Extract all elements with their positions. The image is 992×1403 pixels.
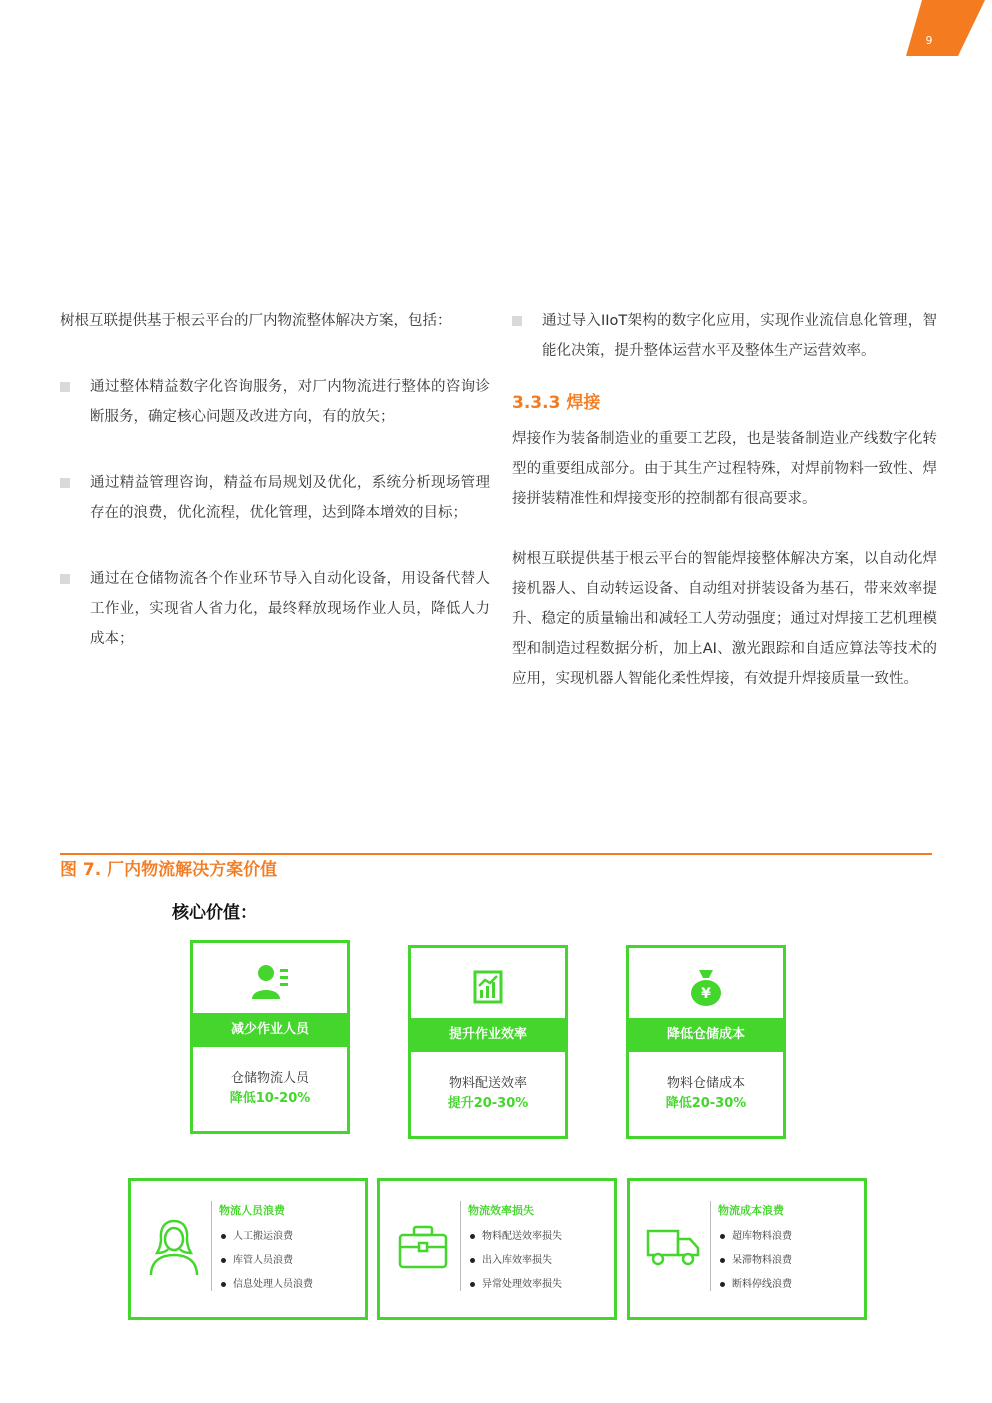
value-card-item: 物料仓储成本 xyxy=(666,1076,745,1091)
waste-card-title: 物流成本浪费 xyxy=(718,1204,784,1217)
list-item: 断料停线浪费 xyxy=(718,1273,792,1297)
money-bag-icon xyxy=(685,966,727,1008)
list-item: 通过整体精益数字化咨询服务，对厂内物流进行整体的咨询诊断服务，确定核心问题及改进方向，有的放矢； xyxy=(60,372,490,432)
woman-avatar-icon xyxy=(145,1215,203,1277)
value-card-value: 降低20-30% xyxy=(665,1096,747,1111)
waste-card-staff xyxy=(128,1178,368,1320)
value-card-value: 提升20-30% xyxy=(447,1096,529,1111)
right-column xyxy=(512,306,937,694)
waste-card-efficiency xyxy=(377,1178,617,1320)
list-item: 呆滞物料浪费 xyxy=(718,1249,792,1273)
list-item: 物料配送效率损失 xyxy=(468,1225,562,1249)
value-card-item: 仓储物流人员 xyxy=(230,1071,309,1086)
body-paragraph: 树根互联提供基于根云平台的智能焊接整体解决方案，以自动化焊接机器人、自动转运设备、自动组对拼装设备为基石，带来效率提升、稳定的质量输出和减轻工人劳动强度；通过对焊接工艺机理模型和制造过程数据分析，加上AI、激光跟踪和自适应算法等技术的应用，实现机器人智能化柔性焊接，有效提升焊接质量一致性。 xyxy=(512,551,937,687)
growth-chart-icon xyxy=(467,966,509,1008)
list-item: 异常处理效率损失 xyxy=(468,1273,562,1297)
core-value-label: 核心价值： xyxy=(172,903,257,923)
person-card-icon xyxy=(249,961,291,1003)
svg-text:¥: ¥ xyxy=(701,986,711,1002)
bullet-square-icon xyxy=(512,316,522,326)
bullet-square-icon xyxy=(60,478,70,488)
list-item: 通过导入IIoT架构的数字化应用，实现作业流信息化管理，智能化决策，提升整体运营水平及整体生产运营效率。 xyxy=(512,306,937,366)
figure-divider xyxy=(60,853,932,855)
bullet-square-icon xyxy=(60,574,70,584)
truck-icon xyxy=(644,1215,702,1277)
page-number: 9 xyxy=(925,34,933,47)
value-card-heading: 降低仓储成本 xyxy=(629,1018,783,1052)
list-item: 信息处理人员浪费 xyxy=(219,1273,313,1297)
list-item: 超库物料浪费 xyxy=(718,1225,792,1249)
intro-paragraph: 树根互联提供基于根云平台的厂内物流整体解决方案，包括： xyxy=(60,313,452,329)
value-card-heading: 提升作业效率 xyxy=(411,1018,565,1052)
value-card-reduce-cost xyxy=(626,945,786,1139)
value-card-improve-efficiency xyxy=(408,945,568,1139)
value-card-heading: 减少作业人员 xyxy=(193,1013,347,1047)
list-item: 出入库效率损失 xyxy=(468,1249,562,1273)
value-card-reduce-staff xyxy=(190,940,350,1134)
value-card-item: 物料配送效率 xyxy=(448,1076,527,1091)
page-number-tab xyxy=(0,0,992,60)
body-paragraph: 焊接作为装备制造业的重要工艺段，也是装备制造业产线数字化转型的重要组成部分。由于其生产过程特殊，对焊前物料一致性、焊接拼装精准性和焊接变形的控制都有很高要求。 xyxy=(512,431,937,507)
list-item: 通过精益管理咨询，精益布局规划及优化，系统分析现场管理存在的浪费，优化流程，优化管理，达到降本增效的目标； xyxy=(60,468,490,528)
value-card-value: 降低10-20% xyxy=(229,1091,311,1106)
briefcase-icon xyxy=(394,1215,452,1277)
list-item: 通过在仓储物流各个作业环节导入自动化设备，用设备代替人工作业，实现省人省力化，最终释放现场作业人员，降低人力成本； xyxy=(60,564,490,654)
waste-card-title: 物流人员浪费 xyxy=(219,1204,285,1217)
waste-card-title: 物流效率损失 xyxy=(468,1204,534,1217)
list-item: 库管人员浪费 xyxy=(219,1249,313,1273)
waste-card-cost xyxy=(627,1178,867,1320)
list-item: 人工搬运浪费 xyxy=(219,1225,313,1249)
section-heading: 3.3.3 焊接 xyxy=(512,393,601,413)
bullet-square-icon xyxy=(60,382,70,392)
figure-title: 图 7. 厂内物流解决方案价值 xyxy=(60,860,278,880)
left-column xyxy=(60,306,490,654)
